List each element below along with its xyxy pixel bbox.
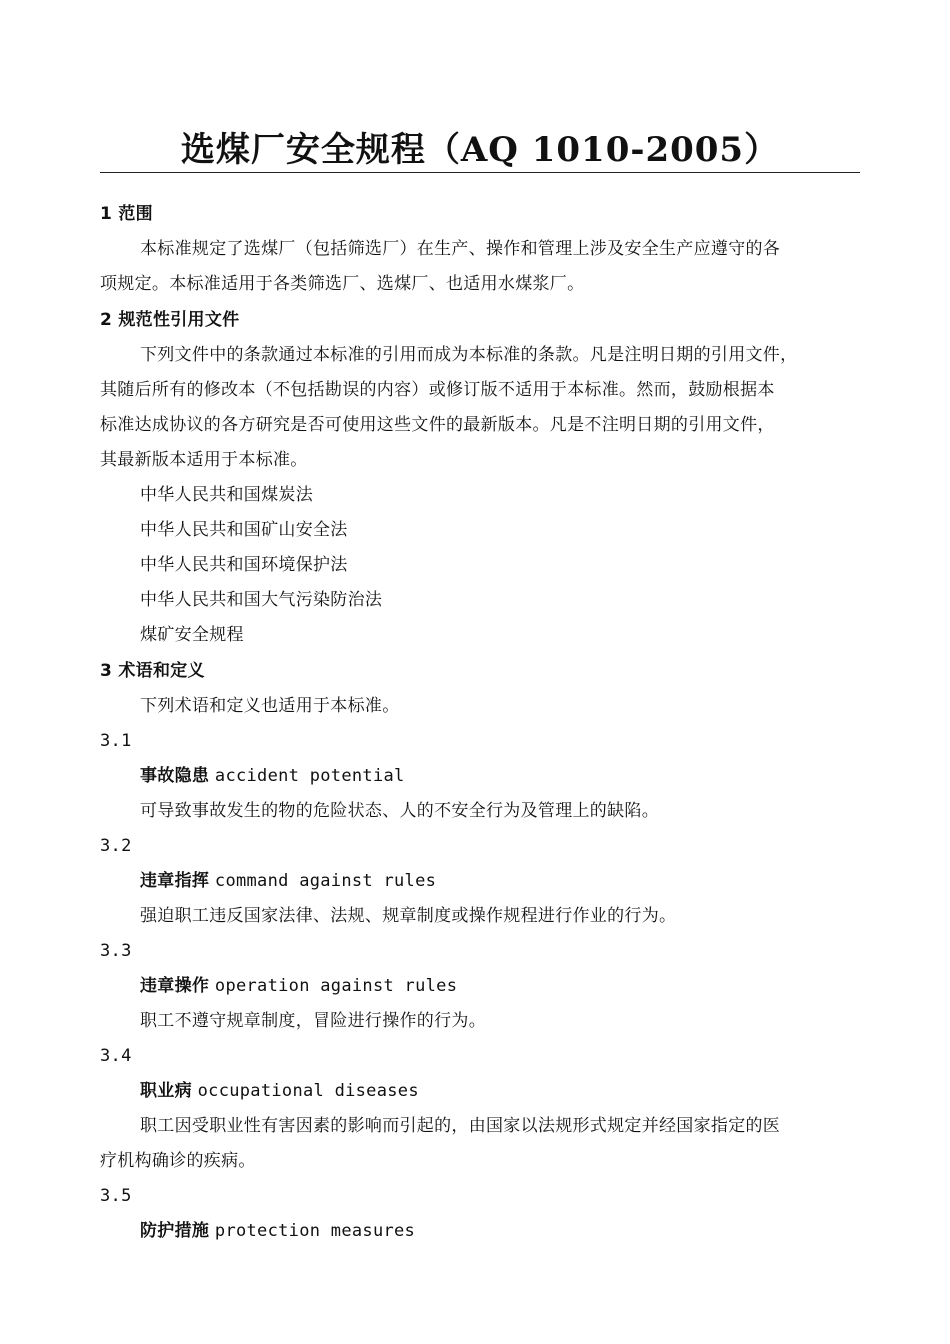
section-2-paragraph-line: 其随后所有的修改本（不包括勘误的内容）或修订版不适用于本标准。然而，鼓励根据本 bbox=[100, 380, 775, 400]
term-title bbox=[140, 869, 436, 893]
term-number: 3.3 bbox=[100, 941, 132, 961]
term-title-en: command against rules bbox=[214, 871, 437, 891]
term-definition-line: 职工不遵守规章制度，冒险进行操作的行为。 bbox=[140, 1011, 486, 1031]
term-title bbox=[140, 764, 405, 788]
term-title-cn: 违章操作 bbox=[140, 976, 210, 996]
term-definition-line: 可导致事故发生的物的危险状态、人的不安全行为及管理上的缺陷。 bbox=[140, 801, 659, 821]
term-definition-line: 职工因受职业性有害因素的影响而引起的，由国家以法规形式规定并经国家指定的医 bbox=[140, 1116, 781, 1136]
term-number: 3.4 bbox=[100, 1046, 132, 1066]
section-3-intro: 下列术语和定义也适用于本标准。 bbox=[140, 696, 400, 716]
section-1-paragraph-line: 本标准规定了选煤厂（包括筛选厂）在生产、操作和管理上涉及安全生产应遵守的各 bbox=[140, 239, 781, 259]
reference-item: 煤矿安全规程 bbox=[140, 625, 244, 645]
term-definition-line: 强迫职工违反国家法律、法规、规章制度或操作规程进行作业的行为。 bbox=[140, 906, 677, 926]
reference-item: 中华人民共和国大气污染防治法 bbox=[140, 590, 383, 610]
section-2-paragraph-line: 标准达成协议的各方研究是否可使用这些文件的最新版本。凡是不注明日期的引用文件， bbox=[100, 415, 775, 435]
document-title: 选煤厂安全规程（AQ 1010-2005） bbox=[180, 130, 780, 170]
term-title-en: operation against rules bbox=[214, 976, 458, 996]
title-divider bbox=[100, 172, 860, 173]
term-number: 3.5 bbox=[100, 1186, 132, 1206]
term-definition-line: 疗机构确诊的疾病。 bbox=[100, 1151, 256, 1171]
section-1-heading: 1 范围 bbox=[100, 204, 153, 224]
term-title-en: accident potential bbox=[214, 766, 405, 786]
term-title bbox=[140, 974, 457, 998]
reference-item: 中华人民共和国环境保护法 bbox=[140, 555, 348, 575]
section-2-heading: 2 规范性引用文件 bbox=[100, 310, 240, 330]
term-number: 3.1 bbox=[100, 731, 132, 751]
term-title-en: protection measures bbox=[214, 1221, 416, 1241]
term-number: 3.2 bbox=[100, 836, 132, 856]
term-title-cn: 职业病 bbox=[140, 1081, 192, 1101]
section-2-paragraph-line: 下列文件中的条款通过本标准的引用而成为本标准的条款。凡是注明日期的引用文件， bbox=[140, 345, 798, 365]
term-title-en: occupational diseases bbox=[197, 1081, 419, 1101]
term-title-cn: 防护措施 bbox=[140, 1221, 210, 1241]
section-1-paragraph-line: 项规定。本标准适用于各类筛选厂、选煤厂、也适用水煤浆厂。 bbox=[100, 274, 585, 294]
term-title-cn: 事故隐患 bbox=[140, 766, 210, 786]
term-title bbox=[140, 1079, 419, 1103]
term-title-cn: 违章指挥 bbox=[140, 871, 210, 891]
reference-item: 中华人民共和国矿山安全法 bbox=[140, 520, 348, 540]
term-title bbox=[140, 1219, 415, 1243]
section-2-paragraph-line: 其最新版本适用于本标准。 bbox=[100, 450, 308, 470]
section-3-heading: 3 术语和定义 bbox=[100, 661, 205, 681]
reference-item: 中华人民共和国煤炭法 bbox=[140, 485, 313, 505]
